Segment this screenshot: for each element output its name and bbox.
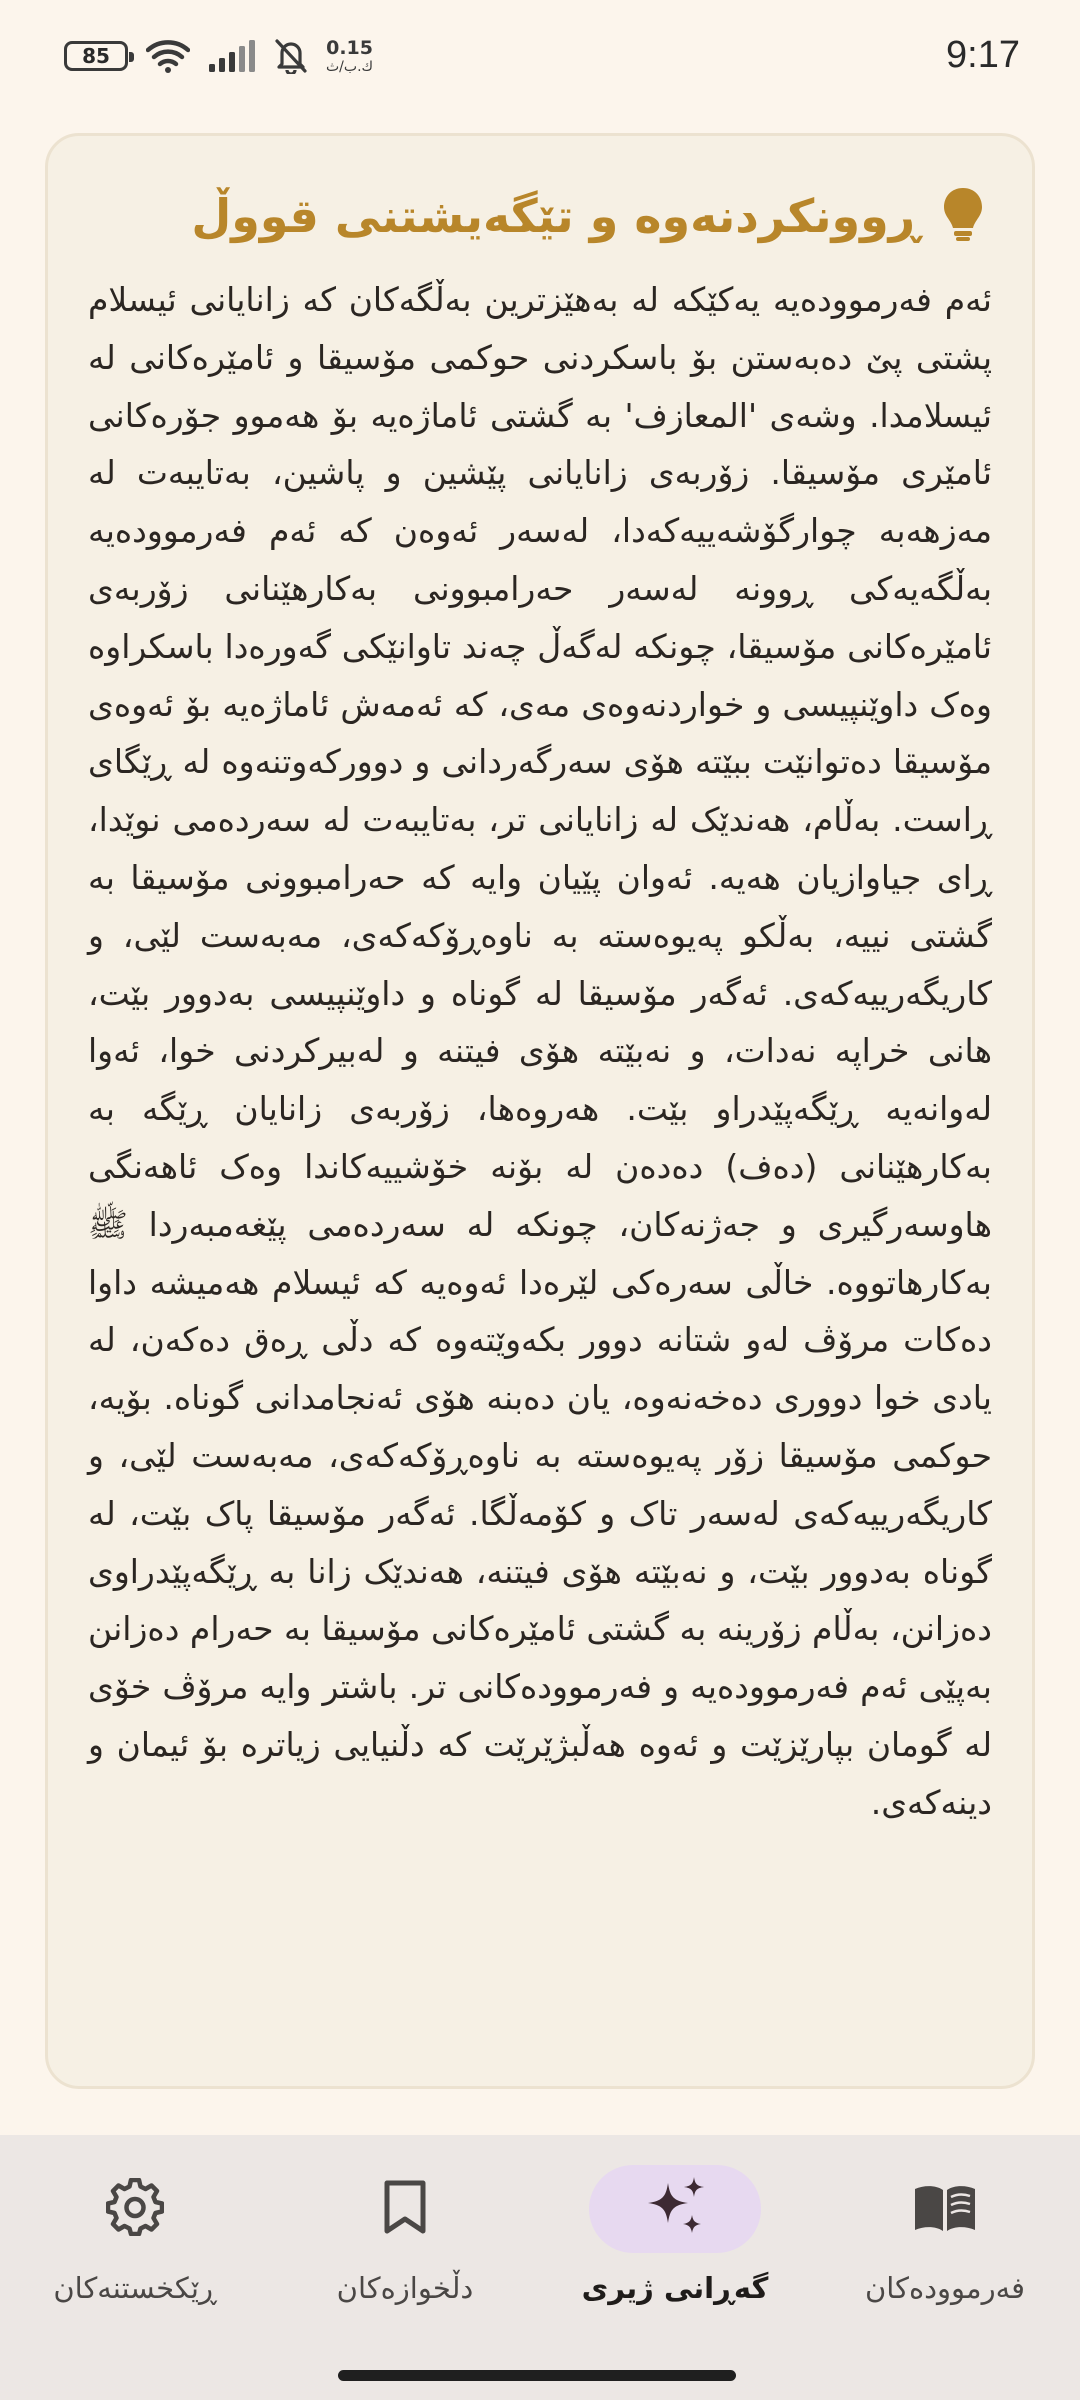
sparkle-icon [642,2175,708,2243]
gear-icon [106,2178,164,2240]
nav-item-hadiths[interactable] [810,2165,1080,2355]
signal-icon [208,40,256,72]
battery-icon [64,41,128,71]
nav-label-hadiths: فەرموودەکان [865,2271,1025,2305]
bookmark-icon [382,2179,428,2239]
nav-icon-container [49,2165,221,2253]
nav-label-settings: ڕێکخستنەکان [53,2271,217,2305]
nav-icon-container [319,2165,491,2253]
bell-muted-icon [274,38,308,74]
bottom-navigation [0,2135,1080,2400]
wifi-icon [146,39,190,73]
nav-icon-container-active [589,2165,761,2253]
nav-label-favorites: دڵخوازەکان [336,2271,474,2305]
nav-item-favorites[interactable] [270,2165,540,2355]
nav-item-settings[interactable] [0,2165,270,2355]
network-speed-value: 0.15 [326,36,373,59]
status-icons [64,34,373,78]
open-book-icon [912,2181,978,2237]
status-time: 9:17 [946,34,1020,76]
home-indicator[interactable] [338,2370,736,2381]
nav-item-smart-search[interactable] [540,2165,810,2355]
network-speed-unit: ك.ب/ث [326,58,374,75]
explanation-card [45,133,1035,2089]
card-title: ڕوونکردنەوە و تێگەیشتنی قووڵ [191,189,920,243]
nav-label-smart-search: گەڕانی ژیری [581,2271,769,2305]
card-body-text: ئەم فەرموودەیە یەکێکە لە بەهێزترین بەڵگەکان کە زانایانی ئیسلام پشتی پێ دەبەستن بۆ باسکردنی حوکمی مۆسیقا و ئامێرەکانی لە ئیسلامدا. وشەی 'المعازف' بە گشتی ئاماژەیە بۆ هەموو جۆرەکانی ئامێری مۆسیقا. زۆربەی زانایانی پێشین و پاشین، بەتایبەت لە مەزهەبە چوارگۆشەییەکەدا، لەسەر ئەوەن کە ئەم فەرموودەیە بەڵگەیەکی ڕوونە لەسەر حەرامبوونی بەکارهێنانی زۆربەی ئامێرەکانی مۆسیقا، چونکە لەگەڵ چەند تاوانێکی گەورەدا باسکراوە وەک داوێنپیسی و خواردنەوەی مەی، کە ئەمەش ئاماژەیە بۆ ئەوەی مۆسیقا دەتوانێت ببێتە هۆی سەرگەردانی و دوورکەوتنەوە لە ڕێگای ڕاست. بەڵام، هەندێک لە زانایانی تر، بەتایبەت لە سەردەمی نوێدا، ڕای جیاوازیان هەیە. ئەوان پێیان وایە کە حەرامبوونی مۆسیقا بە گشتی نییە، بەڵکو پەیوەستە بە ناوەڕۆکەکەی، مەبەست لێی، و کاریگەرییەکەی. ئەگەر مۆسیقا لە گوناه و داوێنپیسی بەدوور بێت، هانی خراپە نەدات، و نەبێتە هۆی فیتنە و لەبیرکردنی خوا، ئەوا لەوانەیە ڕێگەپێدراو بێت. هەروەها، زۆربەی زانایان ڕێگە بە بەکارهێنانی (دەف) دەدەن لە بۆنە خۆشییەکاندا وەک ئاهەنگی هاوسەرگیری و جەژنەکان، چونکە لە سەردەمی پێغەمبەردا ﷺ بەکارهاتووە. خاڵی سەرەکی لێرەدا ئەوەیە کە ئیسلام هەمیشە داوا دەکات مرۆڤ لەو شتانە دوور بکەوێتەوە کە دڵی ڕەق دەکەن، لە یادی خوا دووری دەخەنەوە، یان دەبنە هۆی ئەنجامدانی گوناه. بۆیە، حوکمی مۆسیقا زۆر پەیوەستە بە ناوەڕۆکەکەی، مەبەست لێی، و کاریگەرییەکەی لەسەر تاک و کۆمەڵگا. ئەگەر مۆسیقا پاک بێت، لە گوناه بەدوور بێت، و نەبێتە هۆی فیتنە، هەندێک زانا بە ڕێگەپێدراوی دەزانن، بەڵام زۆرینە بە گشتی ئامێرەکانی مۆسیقا بە حەرام دەزانن بەپێی ئەم فەرموودەیە و فەرموودەکانی تر. باشتر وایە مرۆڤ خۆی لە گومان بپارێزێت و ئەوە هەڵبژێرێت کە دڵنیایی زیاترە بۆ ئیمان و دینەکەی. [88,280,992,1822]
status-bar [0,0,1080,120]
lightbulb-icon [942,186,984,246]
battery-level: 85 [82,44,110,68]
network-speed [326,36,374,75]
card-header [96,176,984,256]
nav-icon-container [859,2165,1031,2253]
